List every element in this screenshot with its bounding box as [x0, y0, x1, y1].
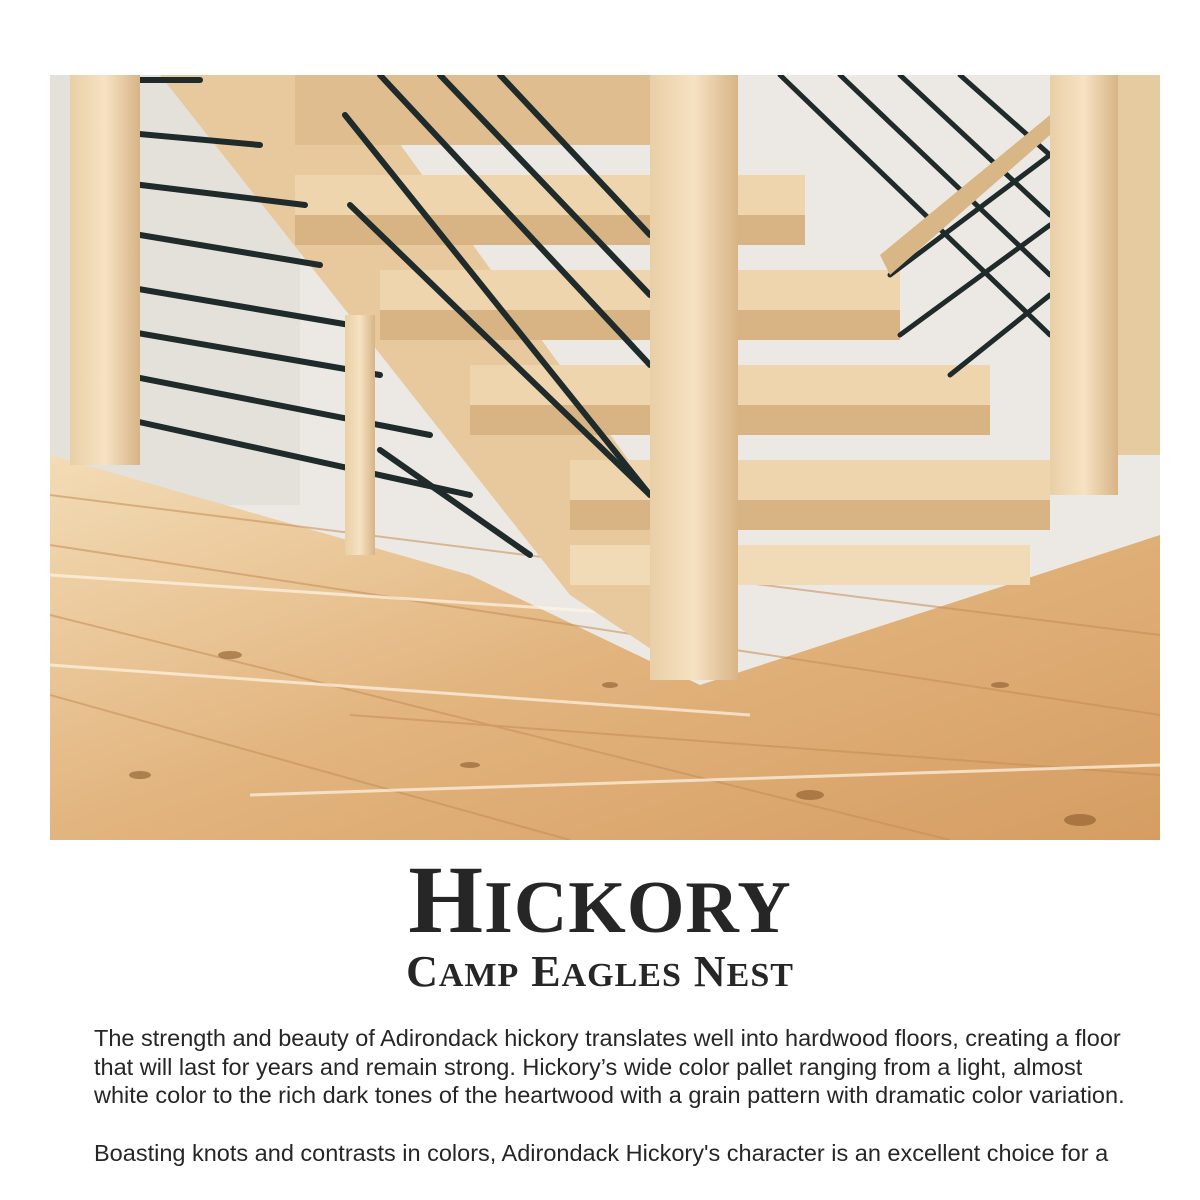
subtitle-initial: N — [693, 947, 727, 996]
body-text — [94, 1024, 1134, 1196]
subtitle-initial: E — [531, 947, 562, 996]
title-initial: H — [408, 846, 485, 953]
page-title — [0, 846, 1200, 953]
title-block — [0, 846, 1200, 996]
body-paragraph: Boasting knots and contrasts in colors, Adirondack Hickory's character is an excellent choice for a — [94, 1139, 1109, 1166]
subtitle-word — [531, 947, 682, 996]
subtitle-rest: AGLES — [561, 957, 682, 994]
title-rest: ICKORY — [484, 867, 792, 949]
subtitle-word — [694, 947, 794, 996]
subtitle-rest: EST — [726, 957, 794, 994]
page-subtitle — [0, 947, 1200, 996]
subtitle-initial: C — [406, 947, 439, 996]
subtitle-rest: AMP — [438, 957, 520, 994]
staircase-photo — [50, 75, 1160, 840]
body-paragraph: The strength and beauty of Adirondack hickory translates well into hardwood floors, creating a floor that will last for years and remain strong. Hickory’s wide color pallet ranging from a light, almost white color to the rich dark tones of the heartwood with a grain pattern with dramatic color variation. — [94, 1025, 1125, 1108]
subtitle-word — [406, 947, 519, 996]
